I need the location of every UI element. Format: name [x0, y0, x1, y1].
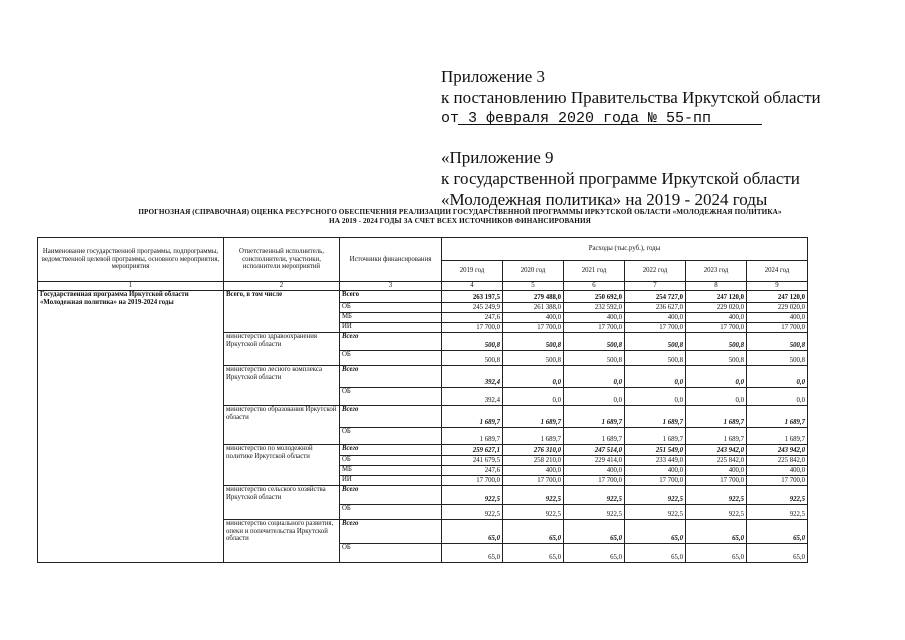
- value-cell: 400,0: [503, 313, 564, 323]
- executor-cell: Всего, в том числе: [224, 291, 340, 333]
- value-cell: 1 689,7: [564, 406, 625, 428]
- value-cell: 500,8: [747, 333, 808, 351]
- value-cell: 243 942,0: [686, 445, 747, 456]
- year-header: 2023 год: [686, 261, 747, 282]
- source-cell: ИИ: [340, 476, 442, 486]
- value-cell: 1 689,7: [564, 428, 625, 445]
- source-cell: Всего: [340, 520, 442, 544]
- value-cell: 17 700,0: [747, 476, 808, 486]
- value-cell: 922,5: [442, 505, 503, 520]
- value-cell: 17 700,0: [442, 323, 503, 333]
- value-cell: 229 020,0: [747, 303, 808, 313]
- table-row: [38, 291, 808, 303]
- value-cell: 400,0: [625, 466, 686, 476]
- value-cell: 500,8: [564, 333, 625, 351]
- value-cell: 0,0: [503, 388, 564, 406]
- value-cell: 922,5: [503, 505, 564, 520]
- value-cell: 0,0: [747, 366, 808, 388]
- value-cell: 65,0: [442, 520, 503, 544]
- column-number: 9: [747, 282, 808, 291]
- source-cell: МБ: [340, 313, 442, 323]
- value-cell: 17 700,0: [625, 476, 686, 486]
- value-cell: 1 689,7: [625, 428, 686, 445]
- value-cell: 0,0: [564, 388, 625, 406]
- program-appendix-number: «Приложение 9: [441, 148, 554, 167]
- value-cell: 225 842,0: [686, 456, 747, 466]
- value-cell: 922,5: [625, 505, 686, 520]
- source-cell: Всего: [340, 333, 442, 351]
- value-cell: 922,5: [625, 486, 686, 505]
- value-cell: 17 700,0: [686, 476, 747, 486]
- resource-table: [37, 237, 808, 563]
- source-cell: ОБ: [340, 303, 442, 313]
- value-cell: 247 120,0: [686, 291, 747, 303]
- value-cell: 229 020,0: [686, 303, 747, 313]
- value-cell: 1 689,7: [747, 428, 808, 445]
- value-cell: 500,8: [564, 351, 625, 366]
- source-cell: ОБ: [340, 351, 442, 366]
- value-cell: 500,8: [503, 351, 564, 366]
- value-cell: 247,6: [442, 466, 503, 476]
- value-cell: 229 414,0: [564, 456, 625, 466]
- value-cell: 17 700,0: [564, 476, 625, 486]
- value-cell: 400,0: [625, 313, 686, 323]
- value-cell: 1 689,7: [442, 406, 503, 428]
- value-cell: 65,0: [747, 544, 808, 563]
- year-header: 2021 год: [564, 261, 625, 282]
- value-cell: 233 449,0: [625, 456, 686, 466]
- value-cell: 1 689,7: [686, 428, 747, 445]
- column-number: 7: [625, 282, 686, 291]
- resolution-date: от 3 февраля 2020 года № 55-пп: [441, 110, 712, 127]
- value-cell: 251 549,0: [625, 445, 686, 456]
- executor-cell: министерство образования Иркутской области: [224, 406, 340, 445]
- value-cell: 1 689,7: [442, 428, 503, 445]
- value-cell: 1 689,7: [503, 406, 564, 428]
- source-cell: Всего: [340, 445, 442, 456]
- source-cell: ОБ: [340, 544, 442, 563]
- value-cell: 17 700,0: [686, 323, 747, 333]
- value-cell: 232 592,0: [564, 303, 625, 313]
- value-cell: 17 700,0: [442, 476, 503, 486]
- value-cell: 0,0: [625, 388, 686, 406]
- value-cell: 922,5: [747, 505, 808, 520]
- executor-cell: министерство по молодежной политике Иркутской области: [224, 445, 340, 486]
- value-cell: 500,8: [747, 351, 808, 366]
- value-cell: 65,0: [625, 520, 686, 544]
- value-cell: 0,0: [747, 388, 808, 406]
- column-number: 6: [564, 282, 625, 291]
- value-cell: 922,5: [686, 486, 747, 505]
- value-cell: 65,0: [747, 520, 808, 544]
- value-cell: 400,0: [503, 466, 564, 476]
- source-cell: МБ: [340, 466, 442, 476]
- value-cell: 500,8: [442, 333, 503, 351]
- value-cell: 263 197,5: [442, 291, 503, 303]
- value-cell: 922,5: [503, 486, 564, 505]
- value-cell: 261 388,0: [503, 303, 564, 313]
- header-expenses: Расходы (тыс.руб.), годы: [442, 238, 808, 261]
- value-cell: 247 120,0: [747, 291, 808, 303]
- value-cell: 276 310,0: [503, 445, 564, 456]
- value-cell: 17 700,0: [564, 323, 625, 333]
- value-cell: 1 689,7: [625, 406, 686, 428]
- value-cell: 17 700,0: [503, 476, 564, 486]
- value-cell: 245 249,9: [442, 303, 503, 313]
- source-cell: Всего: [340, 486, 442, 505]
- program-reference: к государственной программе Иркутской области: [441, 169, 800, 188]
- column-number: 2: [224, 282, 340, 291]
- value-cell: 0,0: [625, 366, 686, 388]
- value-cell: 225 842,0: [747, 456, 808, 466]
- value-cell: 922,5: [747, 486, 808, 505]
- header-source: Источники финансирования: [340, 238, 442, 282]
- value-cell: 500,8: [503, 333, 564, 351]
- value-cell: 17 700,0: [625, 323, 686, 333]
- value-cell: 0,0: [503, 366, 564, 388]
- source-cell: ОБ: [340, 456, 442, 466]
- source-cell: ИИ: [340, 323, 442, 333]
- year-header: 2020 год: [503, 261, 564, 282]
- value-cell: 1 689,7: [686, 406, 747, 428]
- value-cell: 279 488,0: [503, 291, 564, 303]
- column-number: 4: [442, 282, 503, 291]
- value-cell: 0,0: [686, 388, 747, 406]
- value-cell: 392,4: [442, 388, 503, 406]
- value-cell: 17 700,0: [747, 323, 808, 333]
- value-cell: 922,5: [564, 486, 625, 505]
- value-cell: 241 679,5: [442, 456, 503, 466]
- value-cell: 247 514,0: [564, 445, 625, 456]
- resolution-reference: к постановлению Правительства Иркутской области: [441, 88, 821, 107]
- document-title: [100, 208, 820, 226]
- column-number: 8: [686, 282, 747, 291]
- value-cell: 243 942,0: [747, 445, 808, 456]
- value-cell: 1 689,7: [747, 406, 808, 428]
- value-cell: 400,0: [564, 466, 625, 476]
- value-cell: 250 692,0: [564, 291, 625, 303]
- value-cell: 258 210,0: [503, 456, 564, 466]
- value-cell: 922,5: [686, 505, 747, 520]
- source-cell: ОБ: [340, 388, 442, 406]
- value-cell: 1 689,7: [503, 428, 564, 445]
- value-cell: 65,0: [564, 544, 625, 563]
- executor-cell: министерство социального развития, опеки и попечительства Иркутской области: [224, 520, 340, 563]
- source-cell: Всего: [340, 291, 442, 303]
- value-cell: 392,4: [442, 366, 503, 388]
- value-cell: 500,8: [442, 351, 503, 366]
- column-number: 3: [340, 282, 442, 291]
- appendix-number: Приложение 3: [441, 67, 545, 86]
- year-header: 2019 год: [442, 261, 503, 282]
- value-cell: 500,8: [625, 333, 686, 351]
- value-cell: 400,0: [747, 466, 808, 476]
- value-cell: 65,0: [625, 544, 686, 563]
- value-cell: 500,8: [625, 351, 686, 366]
- source-cell: Всего: [340, 406, 442, 428]
- value-cell: 247,6: [442, 313, 503, 323]
- value-cell: 0,0: [564, 366, 625, 388]
- value-cell: 400,0: [747, 313, 808, 323]
- value-cell: 65,0: [442, 544, 503, 563]
- value-cell: 65,0: [686, 520, 747, 544]
- value-cell: 259 627,1: [442, 445, 503, 456]
- value-cell: 65,0: [503, 544, 564, 563]
- executor-cell: министерство здравоохранения Иркутской области: [224, 333, 340, 366]
- title-line-2: НА 2019 - 2024 ГОДЫ ЗА СЧЕТ ВСЕХ ИСТОЧНИКОВ ФИНАНСИРОВАНИЯ: [329, 217, 591, 225]
- executor-cell: министерство лесного комплекса Иркутской области: [224, 366, 340, 406]
- column-number: 5: [503, 282, 564, 291]
- header-name: Наименование государственной программы, подпрограммы, ведомственной целевой программы, основного мероприятия, мероприятия: [38, 238, 224, 282]
- value-cell: 65,0: [564, 520, 625, 544]
- year-header: 2022 год: [625, 261, 686, 282]
- value-cell: 65,0: [503, 520, 564, 544]
- date-underline: [458, 124, 762, 125]
- header-executor: Ответственный исполнитель, соисполнители, участники, исполнители мероприятий: [224, 238, 340, 282]
- document-header: [441, 66, 861, 210]
- value-cell: 500,8: [686, 351, 747, 366]
- column-number: 1: [38, 282, 224, 291]
- value-cell: 254 727,0: [625, 291, 686, 303]
- value-cell: 400,0: [686, 466, 747, 476]
- value-cell: 17 700,0: [503, 323, 564, 333]
- value-cell: 0,0: [686, 366, 747, 388]
- source-cell: ОБ: [340, 505, 442, 520]
- value-cell: 922,5: [442, 486, 503, 505]
- program-name: «Молодежная политика» на 2019 - 2024 годы: [441, 190, 768, 209]
- program-name-cell: Государственная программа Иркутской области «Молодежная политика» на 2019-2024 годы: [38, 291, 224, 563]
- value-cell: 922,5: [564, 505, 625, 520]
- value-cell: 500,8: [686, 333, 747, 351]
- title-line-1: ПРОГНОЗНАЯ (СПРАВОЧНАЯ) ОЦЕНКА РЕСУРСНОГО ОБЕСПЕЧЕНИЯ РЕАЛИЗАЦИИ ГОСУДАРСТВЕННОЙ ПРОГРАММЫ ИРКУТСКОЙ ОБЛАСТИ «МОЛОДЕЖНАЯ ПОЛИТИКА»: [138, 208, 782, 216]
- executor-cell: министерство сельского хозяйства Иркутской области: [224, 486, 340, 520]
- source-cell: Всего: [340, 366, 442, 388]
- value-cell: 65,0: [686, 544, 747, 563]
- source-cell: ОБ: [340, 428, 442, 445]
- value-cell: 400,0: [564, 313, 625, 323]
- value-cell: 400,0: [686, 313, 747, 323]
- value-cell: 236 627,0: [625, 303, 686, 313]
- year-header: 2024 год: [747, 261, 808, 282]
